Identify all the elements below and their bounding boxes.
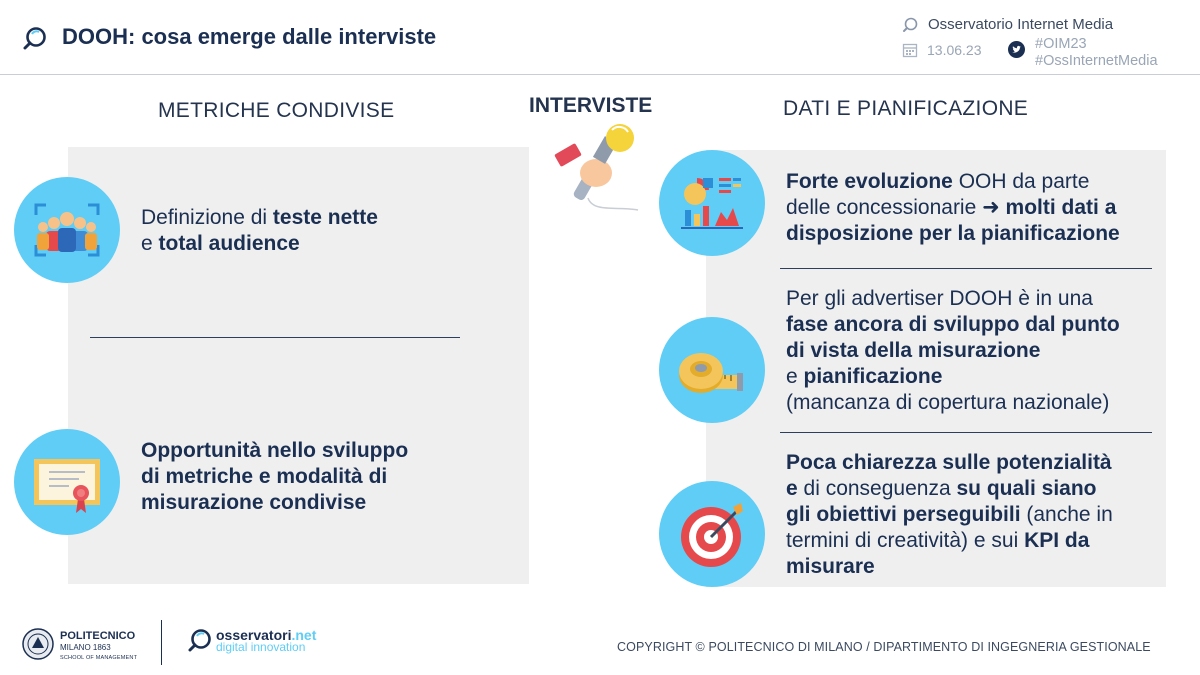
osservatori-name-a: osservatori [216, 627, 292, 643]
observatory-icon [902, 17, 918, 33]
osservatori-name-b: .net [291, 627, 317, 643]
politecnico-school: SCHOOL OF MANAGEMENT [60, 655, 138, 661]
header [0, 0, 1200, 75]
left-item-1-text: Definizione di teste nette e total audience [141, 206, 378, 255]
osservatori-tagline: digital innovation [216, 640, 306, 654]
target-icon [659, 481, 765, 587]
audience-circle [14, 177, 120, 283]
tape-circle [659, 317, 765, 423]
section-title-dati: DATI E PIANIFICAZIONE [783, 97, 1029, 120]
hashtag-oim23: #OIM23 [1035, 36, 1087, 52]
section-title-interviste: INTERVISTE [529, 94, 653, 117]
target-circle [659, 481, 765, 587]
right-divider-1 [780, 268, 1152, 269]
twitter-icon [1008, 41, 1025, 58]
calendar-icon [902, 42, 918, 58]
observatory-name: Osservatorio Internet Media [928, 16, 1114, 33]
right-item-1-text: Forte evoluzione OOH da parte delle concessionarie ➜ molti dati a disposizione per la pianificazione [786, 170, 1120, 245]
audience-icon [14, 177, 120, 283]
left-divider [90, 337, 460, 338]
section-title-metriche: METRICHE CONDIVISE [158, 99, 395, 122]
hashtag-ossinternetmedia: #OssInternetMedia [1035, 53, 1158, 69]
analytics-icon [659, 150, 765, 256]
event-date: 13.06.23 [927, 42, 982, 58]
certificate-circle [14, 429, 120, 535]
observatory-logo-icon [22, 25, 48, 51]
certificate-icon [14, 429, 120, 535]
measuring-tape-icon [659, 317, 765, 423]
right-item-3-text: Poca chiarezza sulle potenzialità e di conseguenza su quali siano gli obiettivi perseguibili (anche in termini di creatività) e sui KPI da misurare [786, 451, 1113, 578]
osservatori-logo-icon [187, 627, 213, 653]
politecnico-name: POLITECNICO [60, 630, 136, 642]
footer-separator [161, 620, 162, 665]
analytics-circle [659, 150, 765, 256]
politecnico-seal-icon [22, 628, 54, 660]
right-item-2-text: Per gli advertiser DOOH è in una fase ancora di sviluppo dal punto di vista della misurazione e pianificazione (mancanza di copertura nazionale) [786, 287, 1120, 414]
copyright: COPYRIGHT © POLITECNICO DI MILANO / DIPARTIMENTO DI INGEGNERIA GESTIONALE [617, 640, 1151, 654]
politecnico-city: MILANO 1863 [60, 643, 111, 652]
page-title: DOOH: cosa emerge dalle interviste [62, 24, 437, 49]
left-item-2-text: Opportunità nello sviluppo di metriche e modalità di misurazione condivise [141, 439, 409, 514]
right-divider-2 [780, 432, 1152, 433]
microphone-icon [548, 118, 658, 218]
